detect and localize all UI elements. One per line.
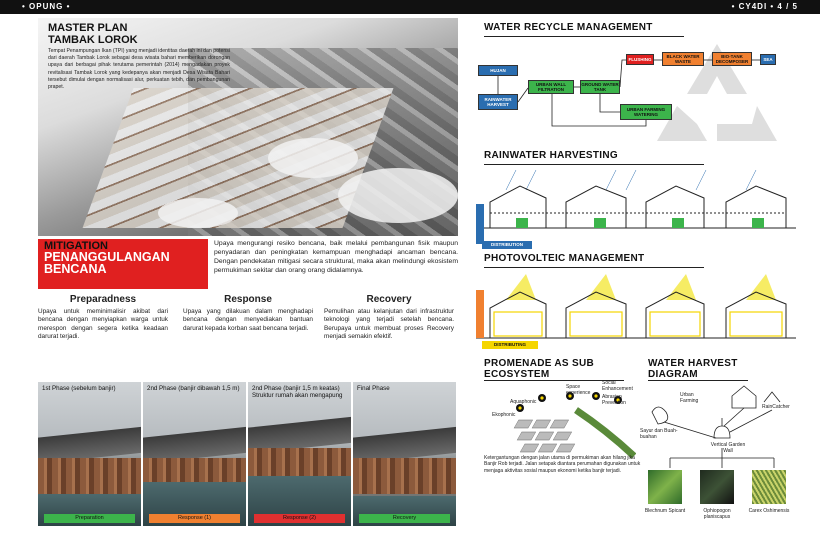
flushing-box: FLUSHING — [626, 54, 654, 65]
plant-photo — [700, 470, 734, 504]
wall-shape — [353, 458, 456, 494]
sea-box: SEA — [760, 54, 776, 65]
ground-tank-box: GROUND WATER TANK — [581, 82, 619, 92]
column-text: Upaya yang dilakuan dalam menghadapi bencana dengan menyediakan bantuan darurat kepada korban saat bencana terjadi. — [183, 308, 313, 332]
sayur-label: Sayur dan Buah-buahan — [640, 428, 678, 440]
urban-farming-label: Urban Farming — [680, 392, 699, 404]
phase-label: 1st Phase (sebelum banjir) — [42, 385, 116, 392]
right-panel — [472, 18, 802, 533]
urban-farming-box: URBAN FARMING WATERING — [620, 104, 672, 120]
aquaphonic-label: Aquaphonic — [510, 399, 537, 405]
abrasion-label: Abrasion Prevention — [602, 394, 626, 406]
header-right: • CY4DI • 4 / 5 — [731, 2, 798, 11]
phase-image — [353, 382, 456, 526]
cloud-shape — [158, 198, 238, 228]
urban-wall-box: URBAN WALL FILTRATION — [528, 80, 574, 94]
phase-label: 2nd Phase (banjir 1,5 m keatas) Struktur rumah akan mengapung — [252, 385, 343, 400]
promenade-title: PROMENADE AS SUB ECOSYSTEM — [484, 358, 594, 380]
top-bar — [0, 0, 820, 14]
master-plan-title: MASTER PLAN TAMBAK LOROK — [48, 22, 138, 46]
divider — [484, 267, 704, 268]
recovery-column — [324, 294, 454, 342]
mitigation-text: Upaya mengurangi resiko bencana, baik melalui pembangunan fisik maupun penyadaran dan peningkatan kemampuan menghadapi ancaman bencana. Dengan pendekatan mitigasi secara struktural, maka akan melindungi ekosistem permukiman sekitar dan orang orang didalamnya. — [214, 240, 458, 274]
phase-strip — [38, 382, 458, 526]
mitigation-title: MITIGATION — [44, 240, 108, 252]
left-panel — [38, 18, 458, 528]
cloud-shape — [268, 138, 358, 178]
phase-image — [38, 382, 141, 526]
phase-image — [248, 382, 351, 526]
divider — [484, 164, 704, 165]
master-plan-text: Tempat Penampungan Ikan (TPI) yang menjadi identitas daerah ini dan potensi dari daerah Tambak Lorok sebagai desa wisata bahari memberikan dorongan upaya dari berbagai pihak terutama pemerintah (2014) mengadakan proyek revitalisasi Tambak Lorok yang kedepanya akan menjadi Desa Wisata Bahari tersebut dimulai dengan normalisasi alur, perkuatan tebih, dan pembangunan prapet. — [48, 48, 230, 91]
space-experience-label: Space experience — [566, 384, 591, 396]
phase-tag: Response (2) — [254, 514, 345, 523]
plant-label: Ophiopogon planiscapus — [703, 508, 731, 520]
phase-label: Final Phase — [357, 385, 390, 392]
water-harvest-title: WATER HARVEST DIAGRAM — [648, 358, 738, 380]
column-title: Recovery — [366, 294, 412, 305]
master-plan-image — [38, 18, 458, 236]
flow-arrows — [472, 48, 792, 128]
vertical-garden-label: Vertical Garden Wall — [710, 442, 746, 454]
mitigation-title-box — [38, 239, 208, 289]
rainwater-title: RAINWATER HARVESTING — [484, 150, 618, 161]
distribution-bar: DISTRIBUTION — [482, 241, 532, 249]
wall-shape — [38, 458, 141, 494]
rainwater-box: RAINWATER HARVEST — [478, 94, 518, 110]
preparadness-column — [38, 294, 168, 342]
column-title: Preparadness — [69, 294, 137, 305]
distributing-bar: DISTRIBUTING — [482, 341, 538, 349]
social-label: Social Enhancement — [602, 380, 633, 392]
plant-photo — [648, 470, 682, 504]
phase-tag: Recovery — [359, 514, 450, 523]
mitigation-subtitle: PENANGGULANGAN BENCANA — [44, 250, 170, 276]
raincatcher-label: RainCatcher — [762, 404, 790, 410]
cloud-shape — [338, 168, 458, 223]
phase-image — [143, 382, 246, 526]
divider — [648, 380, 748, 381]
promenade-text: Ketergantungan dengan jalan utama di permukiman akan hilang jika Banjir Rob terjadi. Jalan setapak diantara perumahan digunakan untuk menjaga aktivitas sosial maupun ekonomi ketika banjir terjadi. — [484, 455, 641, 474]
column-title: Response — [224, 294, 272, 305]
bio-tank-box: BIO-TANK DECOMPOSER — [712, 52, 752, 66]
phase-tag: Response (1) — [149, 514, 240, 523]
plant-photo — [752, 470, 786, 504]
rainwater-section-diagram — [476, 168, 798, 248]
photovoltaic-title: PHOTOVOLTEIC MANAGEMENT — [484, 253, 645, 264]
plant-label: Blechnum Spicant — [644, 508, 686, 514]
header-left: • OPUNG • — [22, 2, 71, 11]
water-recycle-title: WATER RECYCLE MANAGEMENT — [484, 22, 653, 33]
phase-label: 2nd Phase (banjir dibawah 1,5 m) — [147, 385, 240, 392]
hujan-box: HUJAN — [478, 65, 518, 76]
photovoltaic-section-diagram — [476, 270, 798, 350]
response-column — [183, 294, 313, 333]
phase-tag: Preparation — [44, 514, 135, 523]
black-water-box: BLACK WATER WASTE — [662, 52, 704, 66]
ekophonic-label: Ekophonic — [492, 412, 516, 418]
column-text: Pemulihan atau kelanjutan dari infrastruktur teknologi yang terjadi setelah bencana. Berupaya untuk membuat proses Recovery menjadi semakin efektif. — [324, 308, 454, 341]
plant-label: Carex Oshimensis — [748, 508, 790, 514]
column-text: Upaya untuk meminimalisir akibat dari bencana dengan menyiapkan warga untuk merespon dengan segera ketika keadaan darurat terjadi. — [38, 308, 168, 341]
